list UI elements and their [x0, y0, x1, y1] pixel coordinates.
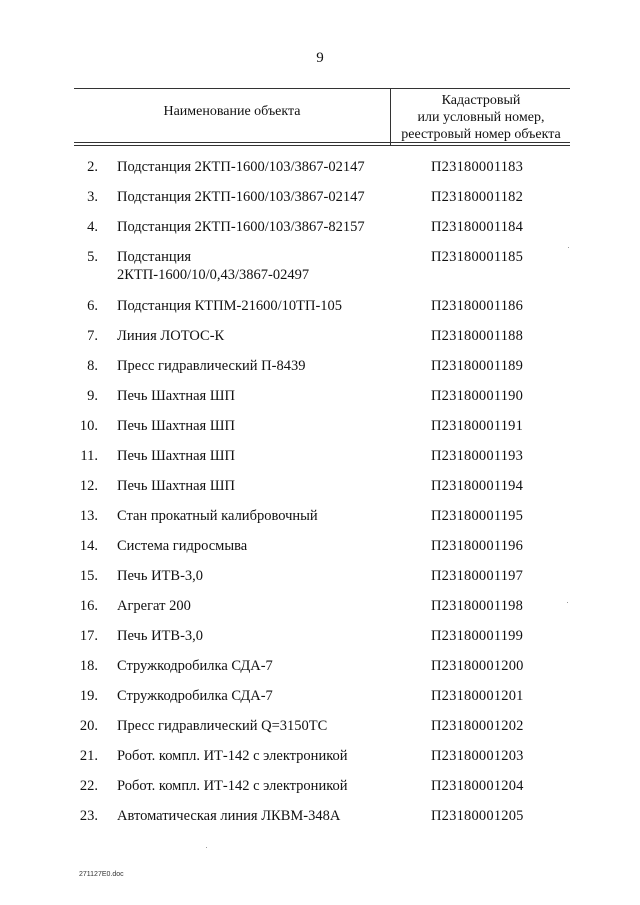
footer-file-name: 271127E0.doc — [79, 871, 124, 878]
table-row — [0, 387, 640, 417]
row-object-name — [117, 248, 387, 284]
table-row — [0, 717, 640, 747]
table-row — [0, 158, 640, 188]
page-number: 9 — [316, 50, 324, 66]
table-row — [0, 218, 640, 248]
row-object-name: Робот. компл. ИТ-142 с электроникой — [117, 748, 348, 764]
row-number: 7. — [87, 328, 98, 344]
row-cadastral-number: П23180001183 — [431, 159, 524, 175]
row-number: 14. — [79, 538, 98, 554]
row-cadastral-number: П23180001202 — [431, 718, 524, 734]
row-object-name: Стан прокатный калибровочный — [117, 508, 318, 524]
row-number: 2. — [87, 159, 98, 175]
row-cadastral-number: П23180001184 — [431, 219, 524, 235]
row-number: 12. — [79, 478, 98, 494]
scan-speck — [568, 247, 569, 248]
table-header-top-rule — [74, 88, 570, 89]
table-row — [0, 417, 640, 447]
table-header-double-rule — [74, 145, 570, 146]
row-number: 21. — [79, 748, 98, 764]
table-row — [0, 327, 640, 357]
table-row — [0, 188, 640, 218]
table-row — [0, 248, 640, 297]
row-object-name: Печь ИТВ-3,0 — [117, 628, 204, 644]
table-row — [0, 507, 640, 537]
table-row — [0, 687, 640, 717]
row-object-name: Печь Шахтная ШП — [117, 388, 235, 404]
table-row — [0, 537, 640, 567]
table-row — [0, 597, 640, 627]
row-number: 6. — [87, 298, 98, 314]
row-cadastral-number: П23180001188 — [431, 328, 524, 344]
table-row — [0, 567, 640, 597]
row-number: 17. — [79, 628, 98, 644]
column-header-cadastral-number — [390, 92, 572, 143]
table-row — [0, 357, 640, 387]
row-number: 11. — [80, 448, 98, 464]
row-object-name: Система гидросмыва — [117, 538, 248, 554]
row-cadastral-number: П23180001182 — [431, 189, 524, 205]
row-number: 13. — [79, 508, 98, 524]
row-cadastral-number: П23180001204 — [431, 778, 524, 794]
table-row — [0, 297, 640, 327]
row-object-name: Подстанция 2КТП-1600/103/3867-02147 — [117, 189, 365, 205]
row-number: 9. — [87, 388, 98, 404]
row-object-name: Стружкодробилка СДА-7 — [117, 658, 273, 674]
row-object-name: Печь Шахтная ШП — [117, 478, 235, 494]
row-cadastral-number: П23180001190 — [431, 388, 524, 404]
row-cadastral-number: П23180001201 — [431, 688, 524, 704]
row-object-name-line-1: Подстанция — [117, 249, 192, 265]
row-number: 16. — [79, 598, 98, 614]
row-object-name: Подстанция 2КТП-1600/103/3867-82157 — [117, 219, 365, 235]
row-cadastral-number: П23180001197 — [431, 568, 524, 584]
table-row — [0, 777, 640, 807]
row-number: 20. — [79, 718, 98, 734]
row-object-name-line-2: 2КТП-1600/10/0,43/3867-02497 — [117, 267, 310, 283]
row-cadastral-number: П23180001193 — [431, 448, 524, 464]
row-object-name: Стружкодробилка СДА-7 — [117, 688, 273, 704]
row-number: 8. — [87, 358, 98, 374]
row-cadastral-number: П23180001194 — [431, 478, 524, 494]
table-row — [0, 657, 640, 687]
scan-speck — [567, 602, 568, 603]
column-header-cadastral-line-2: или условный номер, — [417, 110, 545, 125]
row-object-name: Автоматическая линия ЛКВМ-348А — [117, 808, 341, 824]
row-cadastral-number: П23180001199 — [431, 628, 524, 644]
row-number: 23. — [79, 808, 98, 824]
row-number: 19. — [79, 688, 98, 704]
row-cadastral-number: П23180001189 — [431, 358, 524, 374]
row-object-name: Печь Шахтная ШП — [117, 418, 235, 434]
row-object-name: Робот. компл. ИТ-142 с электроникой — [117, 778, 348, 794]
row-number: 4. — [87, 219, 98, 235]
row-cadastral-number: П23180001205 — [431, 808, 524, 824]
row-number: 3. — [87, 189, 98, 205]
row-cadastral-number: П23180001198 — [431, 598, 524, 614]
column-header-cadastral-line-1: Кадастровый — [441, 93, 521, 108]
row-cadastral-number: П23180001203 — [431, 748, 524, 764]
row-object-name: Агрегат 200 — [117, 598, 191, 614]
row-object-name: Пресс гидравлический П-8439 — [117, 358, 306, 374]
row-cadastral-number: П23180001191 — [431, 418, 524, 434]
row-object-name: Печь Шахтная ШП — [117, 448, 235, 464]
row-cadastral-number: П23180001186 — [431, 298, 524, 314]
row-cadastral-number: П23180001196 — [431, 538, 524, 554]
row-object-name: Пресс гидравлический Q=3150ТС — [117, 718, 328, 734]
table-row — [0, 477, 640, 507]
column-header-cadastral-line-3: реестровый номер объекта — [401, 127, 561, 142]
row-object-name: Подстанция КТПМ-21600/10ТП-105 — [117, 298, 343, 314]
table-row — [0, 627, 640, 657]
row-number: 18. — [79, 658, 98, 674]
scan-speck — [206, 847, 207, 848]
table-row — [0, 807, 640, 837]
row-number: 15. — [79, 568, 98, 584]
row-cadastral-number: П23180001195 — [431, 508, 524, 524]
table-body — [0, 158, 640, 837]
row-object-name: Печь ИТВ-3,0 — [117, 568, 204, 584]
row-object-name: Линия ЛОТОС-К — [117, 328, 225, 344]
row-number: 22. — [79, 778, 98, 794]
row-cadastral-number: П23180001185 — [431, 249, 524, 265]
column-header-object-name: Наименование объекта — [163, 104, 301, 119]
row-number: 5. — [87, 249, 98, 265]
row-number: 10. — [79, 418, 98, 434]
table-row — [0, 747, 640, 777]
row-cadastral-number: П23180001200 — [431, 658, 524, 674]
row-object-name: Подстанция 2КТП-1600/103/3867-02147 — [117, 159, 365, 175]
table-row — [0, 447, 640, 477]
